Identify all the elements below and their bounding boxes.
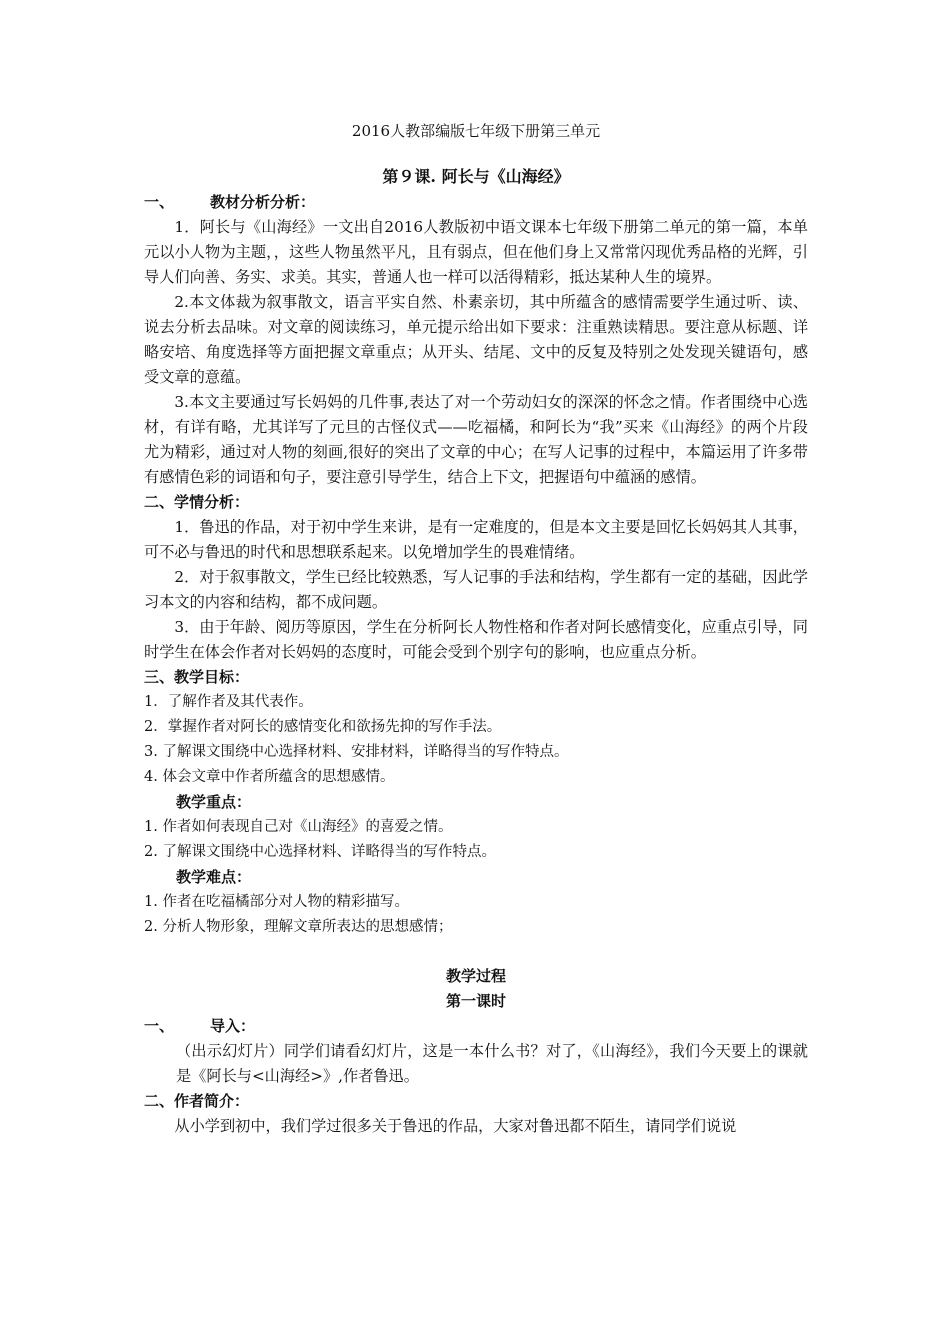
difficult-point-item: 2. 分析人物形象，理解文章所表达的思想感情； bbox=[144, 919, 453, 935]
lesson-title: 第９课. 阿长与《山海经》 bbox=[382, 167, 570, 186]
goal-item: 3. 了解课文围绕中心选择材料、安排材料，详略得当的写作特点。 bbox=[144, 744, 569, 760]
section-1-number: 一、 bbox=[144, 193, 175, 211]
section-1-title: 教材分析分析： bbox=[210, 193, 316, 211]
intro-paragraph bbox=[144, 1039, 808, 1089]
section-1-paragraph-2: 2.本文体裁为叙事散文，语言平实自然、朴素亲切，其中所蕴含的感情需要学生通过听、读、说去分析去品味。对文章的阅读练习，单元提示给出如下要求：注重熟读精思。要注意从标题、详略安培、角度选择等方面把握文章重点；从开头、结尾、文中的反复及特别之处发现关键语句，感受文章的意蕴。 bbox=[144, 293, 808, 386]
section-2-paragraph-1: 1．鲁迅的作品，对于初中学生来讲，是有一定难度的，但是本文主要是回忆长妈妈其人其事，可不必与鲁迅的时代和思想联系起来。以免增加学生的畏难情绪。 bbox=[144, 518, 808, 561]
intro-text: （出示幻灯片）同学们请看幻灯片，这是一本什么书？对了，《山海经》，我们今天要上的课就是《阿长与<山海经>》,作者鲁迅。 bbox=[176, 1042, 808, 1085]
intro-title: 导入： bbox=[210, 1017, 256, 1035]
document-page bbox=[144, 118, 808, 1139]
unit-subtitle: 2016人教部编版七年级下册第三单元 bbox=[351, 122, 601, 140]
goal-item: 1．了解作者及其代表作。 bbox=[144, 694, 313, 710]
difficult-point-item: 1. 作者在吃福橘部分对人物的精彩描写。 bbox=[144, 894, 409, 910]
author-heading: 二、作者简介： bbox=[144, 1092, 250, 1110]
section-1-heading bbox=[144, 190, 808, 215]
key-point-item: 1. 作者如何表现自己对《山海经》的喜爱之情。 bbox=[144, 819, 453, 835]
section-2-paragraph-3: 3．由于年龄、阅历等原因，学生在分析阿长人物性格和作者对阿长感情变化，应重点引导，同时学生在体会作者对长妈妈的态度时，可能会受到个别字句的影响，也应重点分析。 bbox=[144, 618, 808, 661]
goal-item: 4. 体会文章中作者所蕴含的思想感情。 bbox=[144, 769, 395, 785]
intro-heading bbox=[144, 1014, 808, 1039]
key-point-item: 2. 了解课文围绕中心选择材料、详略得当的写作特点。 bbox=[144, 844, 496, 860]
section-2-paragraph-2: 2．对于叙事散文，学生已经比较熟悉，写人记事的手法和结构，学生都有一定的基础，因此学习本文的内容和结构，都不成问题。 bbox=[144, 568, 808, 611]
spacer bbox=[144, 940, 808, 964]
section-2-heading: 二、学情分析： bbox=[144, 493, 250, 511]
lesson-period-heading: 第一课时 bbox=[445, 992, 506, 1010]
difficult-points-heading: 教学难点： bbox=[176, 868, 252, 886]
key-points-heading: 教学重点： bbox=[176, 793, 252, 811]
section-1-paragraph-3: 3.本文主要通过写长妈妈的几件事,表达了对一个劳动妇女的深深的怀念之情。作者围绕中心选材，有详有略，尤其详写了元旦的古怪仪式——吃福橘，和阿长为“我”买来《山海经》的两个片段尤为精彩，通过对人物的刻画,很好的突出了文章的中心；在写人记事的过程中，本篇运用了许多带有感情色彩的词语和句子，要注意引导学生，结合上下文，把握语句中蕴涵的感情。 bbox=[144, 393, 808, 486]
author-paragraph: 从小学到初中，我们学过很多关于鲁迅的作品，大家对鲁迅都不陌生，请同学们说说 bbox=[174, 1117, 737, 1135]
goal-item: 2．掌握作者对阿长的感情变化和欲扬先抑的写作手法。 bbox=[144, 719, 502, 735]
process-heading: 教学过程 bbox=[445, 967, 506, 985]
section-1-paragraph-1: 1．阿长与《山海经》一文出自2016人教版初中语文课本七年级下册第二单元的第一篇，本单元以小人物为主题，，这些人物虽然平凡，且有弱点，但在他们身上又常常闪现优秀品格的光辉，引导人们向善、务实、求美。其实，普通人也一样可以活得精彩，抵达某种人生的境界。 bbox=[144, 218, 808, 286]
intro-number: 一、 bbox=[144, 1017, 175, 1035]
section-3-heading: 三、教学目标： bbox=[144, 668, 250, 686]
